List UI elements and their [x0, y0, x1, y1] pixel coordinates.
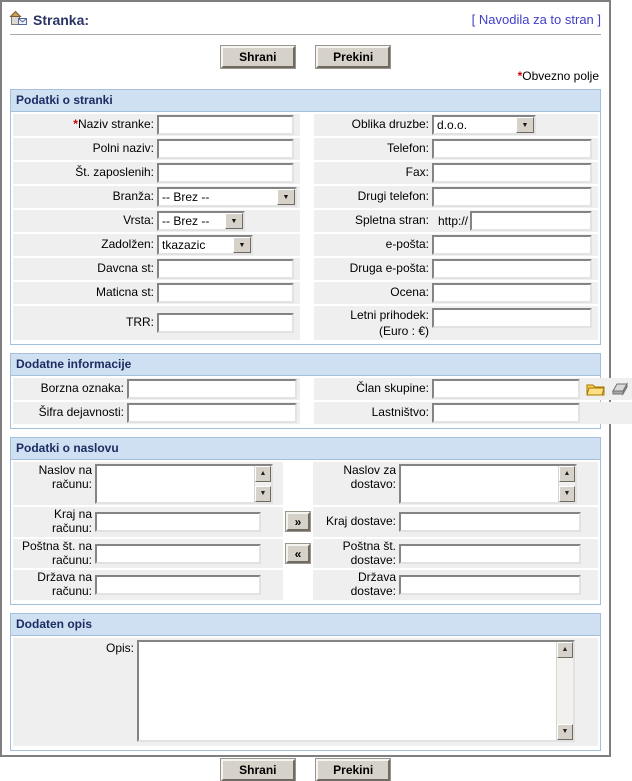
field-label: Maticna st: [95, 285, 154, 300]
naziv-stranke-input[interactable] [157, 115, 294, 135]
field-label: Zadolžen: [101, 237, 154, 252]
field-label: Št. zaposlenih: [75, 165, 154, 180]
section-title: Podatki o stranki [11, 90, 600, 112]
kraj-na-racunu-input[interactable] [95, 512, 261, 532]
field-label: Telefon: [386, 141, 429, 156]
field-label: Borzna oznaka: [40, 381, 124, 396]
cancel-button-bottom[interactable]: Prekini [316, 759, 390, 781]
field-label: Država dostave: [350, 570, 396, 599]
field-label: Letni prihodek: (Euro : €) [350, 308, 429, 338]
field-label: Naslov za dostavo: [343, 463, 396, 491]
scroll-up-icon[interactable]: ▲ [559, 466, 575, 482]
field-label: Poštna št. na računu: [21, 538, 92, 567]
field-label: Oblika druzbe: [351, 117, 429, 132]
field-label: Opis: [105, 640, 134, 655]
select-value: -- Brez -- [162, 214, 210, 228]
save-button-top[interactable]: Shrani [221, 46, 295, 68]
section-title: Podatki o naslovu [11, 438, 600, 460]
eraser-clear-icon[interactable] [611, 383, 629, 396]
bottom-button-row [2, 759, 609, 780]
field-label: Polni naziv: [92, 141, 154, 156]
st-zaposlenih-input[interactable] [157, 163, 294, 183]
cancel-button-top[interactable]: Prekini [316, 46, 390, 68]
chevron-down-icon: ▼ [233, 237, 251, 253]
trr-input[interactable] [157, 313, 294, 333]
chevron-down-icon: ▼ [277, 189, 295, 205]
field-label: Poštna št. dostave: [342, 538, 396, 567]
save-button-bottom[interactable]: Shrani [221, 759, 295, 781]
page-header [2, 2, 609, 34]
drugi-telefon-input[interactable] [432, 187, 592, 207]
scroll-down-icon[interactable]: ▼ [557, 724, 573, 740]
field-label: Naslov na računu: [38, 463, 92, 491]
scrollbar[interactable] [254, 466, 271, 502]
scroll-down-icon[interactable]: ▼ [255, 486, 271, 502]
scrollbar[interactable] [558, 466, 575, 502]
field-label: Država na računu: [37, 570, 92, 599]
zadolzen-select[interactable] [157, 235, 253, 255]
postna-st-na-racunu-input[interactable] [95, 544, 261, 564]
postna-st-dostave-input[interactable] [399, 544, 581, 564]
naslov-na-racunu-textarea[interactable] [97, 466, 254, 502]
spletna-stran-input[interactable] [470, 211, 592, 231]
folder-lookup-icon[interactable] [586, 382, 605, 396]
url-prefix: http:// [438, 214, 469, 228]
drzava-na-racunu-input[interactable] [95, 575, 261, 595]
section-dodatne-informacije [10, 353, 601, 429]
field-label: e-pošta: [385, 237, 429, 252]
e-posta-input[interactable] [432, 235, 592, 255]
field-label: TRR: [126, 315, 154, 330]
select-value: -- Brez -- [162, 190, 210, 204]
required-star: * [517, 69, 523, 83]
branza-select[interactable] [157, 187, 297, 207]
ocena-input[interactable] [432, 283, 592, 303]
copy-to-billing-button[interactable]: « [286, 544, 310, 563]
naslov-za-dostavo-textarea[interactable] [401, 466, 558, 502]
borzna-oznaka-input[interactable] [127, 379, 297, 399]
field-label: *Naziv stranke: [73, 117, 154, 132]
field-label: Davcna st: [97, 261, 154, 276]
select-value: tkazazic [162, 238, 206, 252]
field-label: Druga e-pošta: [349, 261, 429, 276]
field-label: Drugi telefon: [357, 189, 429, 204]
field-label: Kraj dostave: [325, 514, 396, 529]
scroll-up-icon[interactable]: ▲ [255, 466, 271, 482]
polni-naziv-input[interactable] [157, 139, 294, 159]
maticna-st-input[interactable] [157, 283, 294, 303]
chevron-down-icon: ▼ [516, 117, 534, 133]
building-mail-icon [10, 10, 27, 29]
oblika-druzbe-select[interactable] [432, 115, 536, 135]
clan-skupine-input[interactable] [432, 379, 580, 399]
lastnistvo-input[interactable] [432, 403, 580, 423]
field-label: Šifra dejavnosti: [38, 405, 124, 420]
section-podatki-o-stranki [10, 89, 601, 345]
sifra-dejavnosti-input[interactable] [127, 403, 297, 423]
field-label: Vrsta: [123, 213, 154, 228]
field-label: Kraj na računu: [51, 507, 92, 535]
top-button-row [2, 46, 609, 67]
select-value: d.o.o. [437, 118, 468, 132]
field-label: Fax: [405, 165, 429, 180]
scrollbar[interactable] [556, 642, 573, 740]
page-title: Stranka: [33, 11, 90, 28]
fax-input[interactable] [432, 163, 592, 183]
help-link[interactable]: [ Navodila za to stran ] [471, 12, 601, 27]
field-label: Ocena: [390, 285, 429, 300]
chevron-down-icon: ▼ [225, 213, 243, 229]
section-title: Dodaten opis [11, 614, 600, 636]
section-podatki-o-naslovu [10, 437, 601, 605]
opis-textarea[interactable] [139, 642, 556, 740]
section-dodaten-opis [10, 613, 601, 751]
field-label: Branža: [112, 189, 154, 204]
required-star: * [73, 117, 78, 132]
druga-e-posta-input[interactable] [432, 259, 592, 279]
telefon-input[interactable] [432, 139, 592, 159]
scroll-up-icon[interactable]: ▲ [557, 642, 573, 658]
required-note [2, 67, 609, 86]
section-title: Dodatne informacije [11, 354, 600, 376]
field-label: Spletna stran: [354, 213, 429, 228]
scroll-down-icon[interactable]: ▼ [559, 486, 575, 502]
davcna-st-input[interactable] [157, 259, 294, 279]
field-label: Član skupine: [356, 381, 429, 396]
drzava-dostave-input[interactable] [399, 575, 581, 595]
copy-to-delivery-button[interactable]: » [286, 512, 310, 531]
field-label: Lastništvo: [371, 405, 429, 420]
vrsta-select[interactable] [157, 211, 245, 231]
required-note-text: Obvezno polje [522, 69, 599, 83]
letni-prihodek-input[interactable] [432, 308, 592, 328]
header-divider [10, 34, 601, 35]
kraj-dostave-input[interactable] [399, 512, 581, 532]
